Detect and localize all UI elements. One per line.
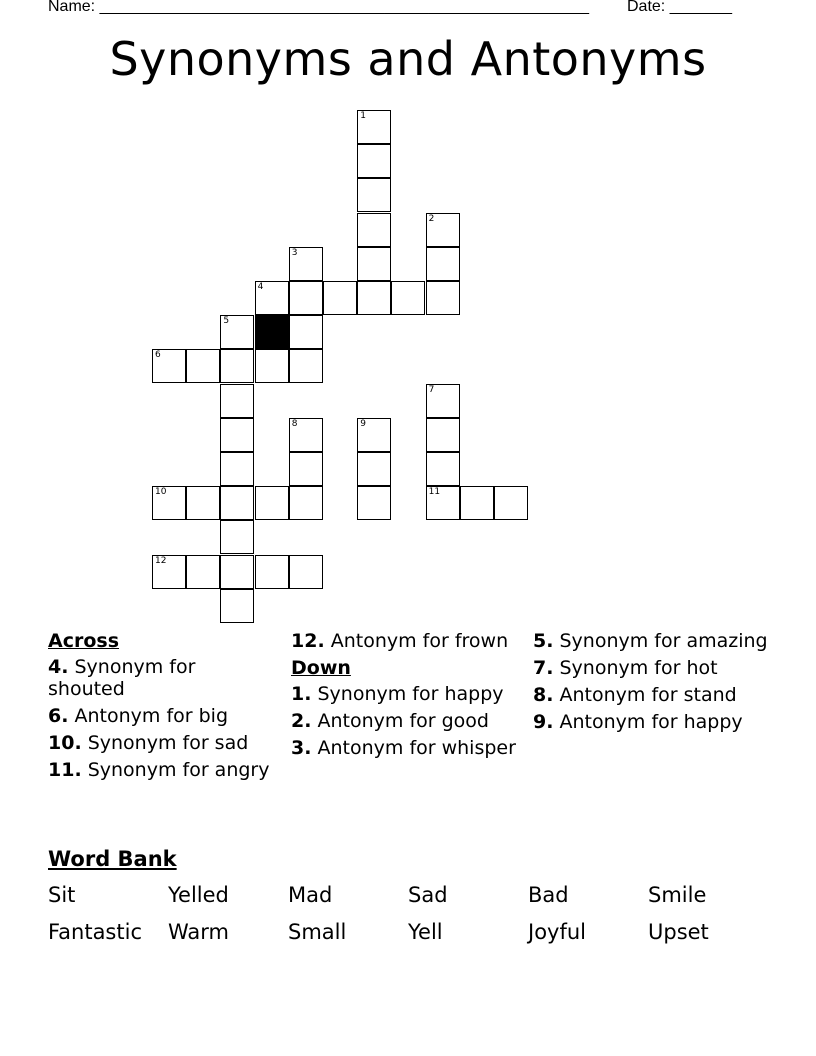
- clue-column-2: [291, 630, 516, 764]
- word-bank-word: Yelled: [168, 883, 229, 907]
- clue-number: 4.: [48, 656, 69, 678]
- crossword-cell[interactable]: [186, 486, 220, 520]
- clue-number: 8.: [533, 684, 554, 706]
- black-cell: [255, 315, 289, 349]
- crossword-cell[interactable]: [426, 247, 460, 281]
- clue-number: 10.: [48, 732, 82, 754]
- crossword-cell[interactable]: [220, 315, 254, 349]
- across-clue: [291, 630, 516, 652]
- word-bank-word: Sit: [48, 883, 76, 907]
- word-bank-word: Mad: [288, 883, 333, 907]
- clue-text: Antonym for happy: [553, 711, 743, 733]
- clue-number-label: 12: [155, 555, 167, 566]
- clue-text: Antonym for stand: [553, 684, 737, 706]
- crossword-cell[interactable]: [186, 349, 220, 383]
- crossword-cell[interactable]: [220, 349, 254, 383]
- crossword-cell[interactable]: [289, 555, 323, 589]
- crossword-cell[interactable]: [289, 418, 323, 452]
- page-title: Synonyms and Antonyms: [109, 32, 707, 86]
- down-clue: [533, 711, 768, 733]
- clue-text: Antonym for frown: [324, 630, 509, 652]
- clue-number-label: 5: [223, 316, 230, 327]
- crossword-cell[interactable]: [289, 452, 323, 486]
- across-clue: [48, 705, 278, 727]
- word-bank-word: Bad: [528, 883, 569, 907]
- crossword-cell[interactable]: [426, 281, 460, 315]
- crossword-cell[interactable]: [220, 486, 254, 520]
- crossword-cell[interactable]: [152, 486, 186, 520]
- crossword-cell[interactable]: [289, 349, 323, 383]
- clue-number: 3.: [291, 737, 312, 759]
- crossword-cell[interactable]: [426, 418, 460, 452]
- clue-number-label: 4: [257, 282, 264, 292]
- crossword-cell[interactable]: [357, 213, 391, 247]
- crossword-cell[interactable]: [357, 144, 391, 178]
- down-clue: [533, 684, 768, 706]
- clue-text: Antonym for whisper: [311, 737, 516, 759]
- clue-text: Synonym for hot: [553, 657, 718, 679]
- down-heading: Down: [291, 657, 351, 679]
- clue-number-label: 7: [428, 384, 435, 395]
- crossword-cell[interactable]: [357, 281, 391, 315]
- crossword-cell[interactable]: [255, 555, 289, 589]
- clue-number: 12.: [291, 630, 325, 652]
- clue-number: 11.: [48, 759, 82, 781]
- crossword-cell[interactable]: [255, 486, 289, 520]
- crossword-cell[interactable]: [220, 589, 254, 623]
- down-clue: [291, 710, 516, 732]
- crossword-cell[interactable]: [426, 486, 460, 520]
- crossword-cell[interactable]: [289, 247, 323, 281]
- crossword-cell[interactable]: [255, 349, 289, 383]
- crossword-cell[interactable]: [289, 486, 323, 520]
- crossword-cell[interactable]: [494, 486, 528, 520]
- clue-column-1: [48, 630, 278, 786]
- crossword-cell[interactable]: [357, 418, 391, 452]
- word-bank-word: Upset: [648, 920, 709, 944]
- clue-column-3: [533, 630, 768, 738]
- clue-text: Synonym for happy: [311, 683, 504, 705]
- word-bank-word: Sad: [408, 883, 448, 907]
- crossword-cell[interactable]: [426, 213, 460, 247]
- clue-number: 5.: [533, 630, 554, 652]
- clue-number: 9.: [533, 711, 554, 733]
- crossword-cell[interactable]: [391, 281, 425, 315]
- crossword-cell[interactable]: [220, 555, 254, 589]
- clue-number-label: 9: [360, 418, 366, 429]
- clue-text: Synonym for shouted: [48, 656, 196, 700]
- across-heading: Across: [48, 630, 120, 652]
- clue-number: 6.: [48, 705, 69, 727]
- clue-text: Synonym for sad: [81, 732, 249, 754]
- clue-text: Antonym for big: [68, 705, 229, 727]
- crossword-cell[interactable]: [357, 247, 391, 281]
- name-line: Name: _______________________________________________________: [48, 0, 589, 15]
- clue-number: 1.: [291, 683, 312, 705]
- word-bank-word: Warm: [168, 920, 230, 944]
- crossword-cell[interactable]: [255, 281, 289, 315]
- word-bank-word: Smile: [648, 883, 707, 907]
- crossword-cell[interactable]: [357, 452, 391, 486]
- crossword-cell[interactable]: [357, 110, 391, 144]
- clue-text: Synonym for angry: [81, 759, 270, 781]
- down-clue: [533, 630, 768, 652]
- across-clue: [48, 732, 278, 754]
- crossword-cell[interactable]: [220, 418, 254, 452]
- crossword-cell[interactable]: [220, 452, 254, 486]
- clue-number-label: 3: [291, 247, 298, 258]
- crossword-cell[interactable]: [152, 555, 186, 589]
- clue-number-label: 8: [291, 418, 298, 429]
- clue-number-label: 1: [360, 111, 366, 121]
- date-line: Date: _______: [627, 0, 732, 15]
- crossword-cell[interactable]: [220, 384, 254, 418]
- crossword-cell[interactable]: [426, 384, 460, 418]
- word-bank-word: Joyful: [528, 920, 587, 944]
- down-clue: [291, 683, 516, 705]
- word-bank-word: Fantastic: [48, 920, 142, 944]
- clue-number: 7.: [533, 657, 554, 679]
- across-clue: [48, 759, 278, 781]
- clue-number-label: 11: [428, 487, 441, 498]
- crossword-cell[interactable]: [357, 178, 391, 212]
- crossword-cell[interactable]: [460, 486, 494, 520]
- crossword-cell[interactable]: [289, 281, 323, 315]
- crossword-cell[interactable]: [357, 486, 391, 520]
- crossword-cell[interactable]: [426, 452, 460, 486]
- crossword-cell[interactable]: [152, 349, 186, 383]
- clue-number-label: 6: [155, 350, 161, 361]
- word-bank-heading: Word Bank: [48, 847, 177, 871]
- crossword-cell[interactable]: [220, 520, 254, 554]
- down-clue: [533, 657, 768, 679]
- clue-text: Antonym for good: [311, 710, 489, 732]
- crossword-cell[interactable]: [289, 315, 323, 349]
- word-bank-word: Small: [288, 920, 347, 944]
- crossword-cell[interactable]: [186, 555, 220, 589]
- crossword-cell[interactable]: [323, 281, 357, 315]
- clue-number-label: 2: [428, 213, 435, 224]
- across-clue: [48, 656, 278, 700]
- clue-number: 2.: [291, 710, 312, 732]
- clue-number-label: 10: [155, 487, 167, 498]
- clue-text: Synonym for amazing: [553, 630, 768, 652]
- down-clue: [291, 737, 516, 759]
- word-bank-word: Yell: [408, 920, 443, 944]
